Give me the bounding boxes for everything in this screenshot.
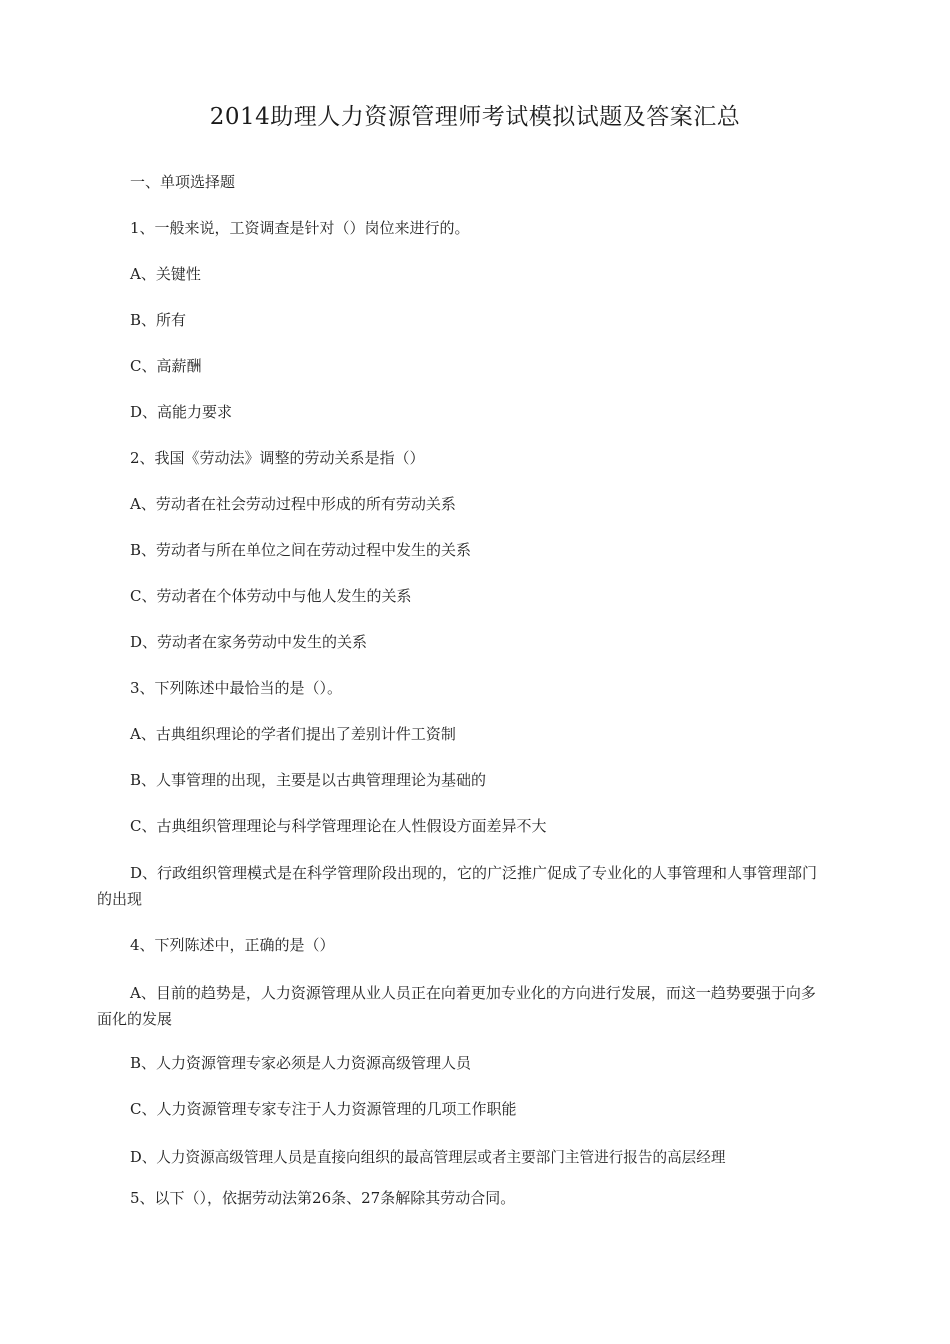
question-4-option-b: B、人力资源管理专家必须是人力资源高级管理人员 [130, 1054, 472, 1072]
question-4-option-a: A、目前的趋势是，人力资源管理从业人员正在向着更加专业化的方向进行发展，而这一趋势要强于向多面化的发展 [97, 984, 816, 1028]
question-2-option-c: C、劳动者在个体劳动中与他人发生的关系 [130, 587, 412, 605]
question-4-stem: 4、下列陈述中，正确的是（） [130, 936, 335, 954]
question-3-option-b: B、人事管理的出现，主要是以古典管理理论为基础的 [130, 771, 487, 789]
question-3-option-d: D、行政组织管理模式是在科学管理阶段出现的，它的广泛推广促成了专业化的人事管理和人事管理部门的出现 [97, 864, 818, 908]
question-4-option-c: C、人力资源管理专家专注于人力资源管理的几项工作职能 [130, 1100, 517, 1118]
question-3-option-c: C、古典组织管理理论与科学管理理论在人性假设方面差异不大 [130, 817, 547, 835]
question-1-option-c: C、高薪酬 [130, 357, 202, 375]
question-2-option-d: D、劳动者在家务劳动中发生的关系 [130, 633, 368, 651]
question-2-stem: 2、我国《劳动法》调整的劳动关系是指（） [130, 449, 425, 467]
question-1-option-a: A、关键性 [130, 265, 201, 283]
question-1-stem: 1、一般来说，工资调查是针对（）岗位来进行的。 [130, 219, 470, 237]
question-2-option-a: A、劳动者在社会劳动过程中形成的所有劳动关系 [130, 495, 456, 513]
question-1-option-b: B、所有 [130, 311, 187, 329]
document-title: 2014助理人力资源管理师考试模拟试题及答案汇总 [209, 104, 741, 130]
question-2-option-b: B、劳动者与所在单位之间在劳动过程中发生的关系 [130, 541, 472, 559]
section-heading: 一、单项选择题 [130, 173, 236, 191]
question-5-stem: 5、以下（），依据劳动法第26条、27条解除其劳动合同。 [130, 1189, 516, 1207]
question-1-option-d: D、高能力要求 [130, 403, 233, 421]
question-4-option-d: D、人力资源高级管理人员是直接向组织的最高管理层或者主要部门主管进行报告的高层经理 [130, 1149, 726, 1166]
question-3-stem: 3、下列陈述中最恰当的是（）。 [130, 679, 343, 697]
question-3-option-a: A、古典组织理论的学者们提出了差别计件工资制 [130, 725, 456, 743]
